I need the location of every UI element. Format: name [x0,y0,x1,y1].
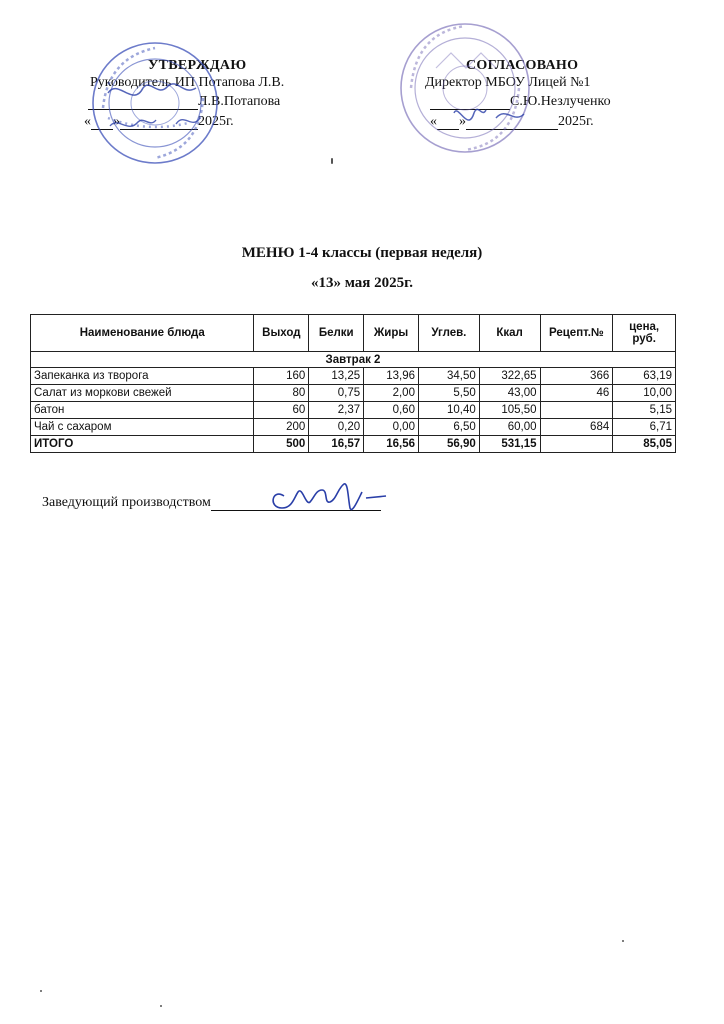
agreement-date-close: » [459,114,466,129]
approval-title: УТВЕРЖДАЮ [148,58,247,73]
table-header-row [31,315,676,352]
cell-carbs: 6,50 [418,419,479,436]
cell-kcal: 105,50 [479,402,540,419]
total-label: ИТОГО [31,436,254,453]
agreement-date-open: « [430,114,437,129]
approval-date-open: « [84,114,91,129]
cell-recipe: 46 [540,385,613,402]
col-kcal: Ккал [479,315,540,352]
col-fat: Жиры [364,315,419,352]
table-row [31,419,676,436]
cell-dish: Салат из моркови свежей [31,385,254,402]
cell-protein: 13,25 [309,368,364,385]
table-row [31,385,676,402]
menu-table [30,314,676,453]
cell-carbs: 10,40 [418,402,479,419]
menu-title: МЕНЮ 1-4 классы (первая неделя) [241,245,483,261]
cell-kcal: 43,00 [479,385,540,402]
col-price: цена, руб. [613,315,676,352]
cell-kcal: 60,00 [479,419,540,436]
menu-date: «13» мая 2025г. [310,275,414,291]
scan-speck [622,940,624,942]
stray-mark [331,158,333,164]
cell-price: 6,71 [613,419,676,436]
total-fat: 16,56 [364,436,419,453]
cell-price: 10,00 [613,385,676,402]
cell-recipe: 366 [540,368,613,385]
scan-speck [160,1005,162,1007]
cell-fat: 2,00 [364,385,419,402]
handwritten-signature [262,478,392,518]
cell-dish: Чай с сахаром [31,419,254,436]
scan-speck [40,990,42,992]
cell-carbs: 5,50 [418,385,479,402]
cell-kcal: 322,65 [479,368,540,385]
col-recipe: Рецепт.№ [540,315,613,352]
agreement-stamp [396,18,534,158]
cell-protein: 0,75 [309,385,364,402]
col-dish-name: Наименование блюда [31,315,254,352]
col-carbs: Углев. [418,315,479,352]
section-title: Завтрак 2 [31,352,676,368]
cell-recipe: 684 [540,419,613,436]
footer-label: Заведующий производством [42,495,211,510]
total-carbs: 56,90 [418,436,479,453]
col-output: Выход [254,315,309,352]
cell-price: 63,19 [613,368,676,385]
section-row [31,352,676,368]
table-row [31,402,676,419]
approval-position: Руководитель ИП Потапова Л.В. [90,75,285,90]
total-output: 500 [254,436,309,453]
cell-fat: 0,00 [364,419,419,436]
approval-stamp [88,38,222,168]
agreement-year: 2025г. [558,114,594,129]
cell-fat: 0,60 [364,402,419,419]
cell-price: 5,15 [613,402,676,419]
cell-output: 200 [254,419,309,436]
approval-signer-name: Л.В.Потапова [198,94,281,109]
total-kcal: 531,15 [479,436,540,453]
table-row [31,368,676,385]
agreement-position: Директор МБОУ Лицей №1 [425,75,591,90]
cell-protein: 0,20 [309,419,364,436]
cell-recipe [540,402,613,419]
cell-output: 80 [254,385,309,402]
total-price: 85,05 [613,436,676,453]
agreement-signer-name: С.Ю.Незлученко [510,94,611,109]
total-protein: 16,57 [309,436,364,453]
agreement-title: СОГЛАСОВАНО [466,58,579,73]
total-row [31,436,676,453]
cell-output: 160 [254,368,309,385]
cell-output: 60 [254,402,309,419]
col-protein: Белки [309,315,364,352]
cell-protein: 2,37 [309,402,364,419]
approval-year: 2025г. [198,114,234,129]
cell-dish: Запеканка из творога [31,368,254,385]
cell-fat: 13,96 [364,368,419,385]
cell-dish: батон [31,402,254,419]
cell-carbs: 34,50 [418,368,479,385]
total-recipe [540,436,613,453]
approval-date-close: » [113,114,120,129]
